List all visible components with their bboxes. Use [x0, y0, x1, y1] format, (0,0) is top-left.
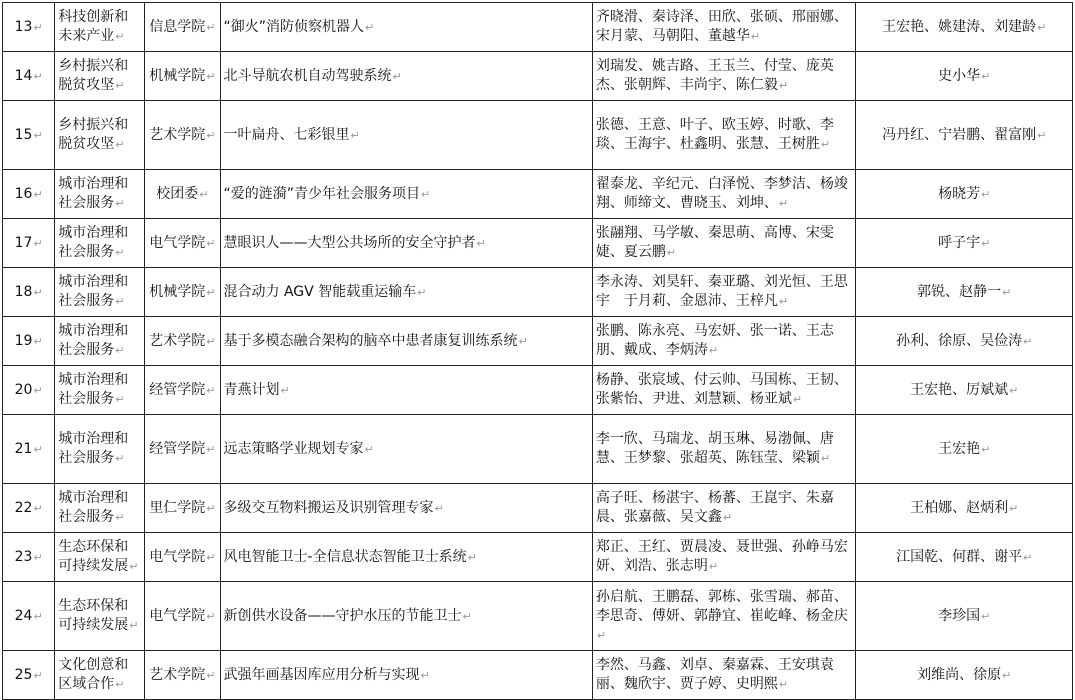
paragraph-mark-icon: ↵ — [115, 30, 125, 43]
team-members-cell — [592, 651, 856, 700]
college-cell — [145, 651, 220, 700]
college-text: 校团委 — [156, 185, 199, 202]
table-row — [3, 533, 1073, 582]
row-number-text: 17 — [14, 234, 33, 251]
project-table — [2, 2, 1073, 700]
college-text: 电气学院 — [149, 234, 206, 251]
college-cell — [145, 415, 220, 484]
paragraph-mark-icon: ↵ — [115, 246, 125, 259]
team-members-text: 郑正、王红、贾晨凌、聂世强、孙峥马宏妍、刘浩、张志明 — [595, 539, 848, 574]
table-row — [3, 366, 1073, 415]
category-cell — [55, 52, 145, 101]
category-cell — [55, 317, 145, 366]
team-members-cell — [592, 415, 856, 484]
paragraph-mark-icon: ↵ — [33, 442, 43, 456]
paragraph-mark-icon: ↵ — [33, 550, 43, 564]
row-number-text: 15 — [14, 126, 33, 143]
paragraph-mark-icon: ↵ — [596, 628, 607, 642]
table-body — [3, 3, 1073, 700]
project-name-text: “爱的涟漪”青少年社会服务项目 — [223, 185, 421, 202]
category-cell — [55, 484, 145, 533]
team-members-cell — [592, 533, 856, 582]
category-text: 城市治理和社会服务 — [58, 176, 129, 211]
team-members-cell — [592, 317, 856, 366]
team-members-cell — [592, 101, 856, 170]
row-number-text: 22 — [14, 499, 33, 516]
project-name-cell — [220, 170, 592, 219]
team-members-cell — [592, 3, 856, 52]
project-name-cell — [220, 582, 592, 651]
paragraph-mark-icon: ↵ — [33, 128, 43, 142]
team-members-text: 齐晓滑、秦诗泽、田欣、张硕、邢丽娜、宋月蒙、马朝阳、董越华 — [595, 9, 848, 44]
college-cell — [145, 101, 220, 170]
paragraph-mark-icon: ↵ — [708, 560, 719, 573]
project-name-text: 基于多模态融合架构的脑卒中患者康复训练系统 — [223, 332, 518, 349]
team-members-cell — [592, 52, 856, 101]
paragraph-mark-icon: ↵ — [206, 501, 216, 515]
advisor-cell — [856, 101, 1073, 170]
paragraph-mark-icon: ↵ — [981, 609, 991, 623]
advisor-cell — [856, 415, 1073, 484]
college-cell — [145, 366, 220, 415]
project-name-cell — [220, 317, 592, 366]
advisor-text: 杨晓芳 — [938, 185, 981, 202]
team-members-text: 李然、马鑫、刘卓、秦嘉霖、王安琪袁丽、魏欣宇、贾子婷、史明熙 — [595, 657, 834, 692]
paragraph-mark-icon: ↵ — [666, 246, 677, 259]
paragraph-mark-icon: ↵ — [206, 550, 216, 564]
paragraph-mark-icon: ↵ — [129, 560, 139, 573]
category-text: 乡村振兴和脱贫攻坚 — [58, 117, 129, 152]
paragraph-mark-icon: ↵ — [115, 79, 125, 92]
paragraph-mark-icon: ↵ — [518, 334, 528, 348]
table-row — [3, 651, 1073, 700]
project-name-text: 远志策略学业规划专家 — [223, 440, 364, 457]
table-row — [3, 52, 1073, 101]
team-members-text: 李一欣、马瑞龙、胡玉琳、易渤佩、唐慧、王梦黎、张超英、陈钰莹、梁颖 — [595, 431, 834, 466]
college-text: 艺术学院 — [149, 666, 206, 683]
college-text: 机械学院 — [149, 283, 206, 300]
college-text: 艺术学院 — [149, 126, 206, 143]
team-members-text: 高子旺、杨湛宇、杨蕃、王崑宇、朱嘉晨、张嘉薇、吴文鑫 — [595, 490, 834, 525]
paragraph-mark-icon: ↵ — [1002, 285, 1012, 299]
table-row — [3, 484, 1073, 533]
college-cell — [145, 170, 220, 219]
row-number-cell — [3, 3, 55, 52]
project-name-cell — [220, 651, 592, 700]
row-number-cell — [3, 170, 55, 219]
paragraph-mark-icon: ↵ — [33, 187, 43, 201]
paragraph-mark-icon: ↵ — [206, 285, 216, 299]
paragraph-mark-icon: ↵ — [1023, 334, 1033, 348]
paragraph-mark-icon: ↵ — [365, 20, 375, 34]
advisor-text: 呼子宇 — [938, 234, 981, 251]
college-text: 里仁学院 — [149, 499, 206, 516]
project-name-cell — [220, 533, 592, 582]
category-text: 城市治理和社会服务 — [58, 490, 129, 525]
paragraph-mark-icon: ↵ — [1037, 20, 1047, 34]
category-text: 城市治理和社会服务 — [58, 372, 129, 407]
paragraph-mark-icon: ↵ — [33, 668, 43, 682]
table-row — [3, 268, 1073, 317]
category-text: 生态环保和可持续发展 — [58, 539, 129, 574]
paragraph-mark-icon: ↵ — [115, 138, 125, 151]
paragraph-mark-icon: ↵ — [364, 442, 374, 456]
paragraph-mark-icon: ↵ — [778, 295, 789, 308]
row-number-cell — [3, 101, 55, 170]
team-members-cell — [592, 268, 856, 317]
paragraph-mark-icon: ↵ — [33, 609, 43, 623]
advisor-text: 冯丹红、宁岩鹏、翟富刚 — [882, 126, 1037, 143]
paragraph-mark-icon: ↵ — [392, 69, 402, 83]
team-members-text: 翟泰龙、辛纪元、白泽悦、李梦洁、杨竣翔、师缔文、曹晓玉、刘坤、 — [595, 176, 848, 211]
project-name-cell — [220, 52, 592, 101]
college-cell — [145, 52, 220, 101]
paragraph-mark-icon: ↵ — [1009, 501, 1019, 515]
paragraph-mark-icon: ↵ — [280, 383, 290, 397]
paragraph-mark-icon: ↵ — [129, 619, 139, 632]
advisor-cell — [856, 170, 1073, 219]
paragraph-mark-icon: ↵ — [1002, 668, 1012, 682]
project-name-text: 一叶扁舟、七彩银里 — [223, 126, 350, 143]
advisor-text: 刘维尚、徐原 — [917, 666, 1002, 683]
table-row — [3, 3, 1073, 52]
paragraph-mark-icon: ↵ — [462, 609, 472, 623]
row-number-cell — [3, 533, 55, 582]
paragraph-mark-icon: ↵ — [33, 334, 43, 348]
advisor-cell — [856, 219, 1073, 268]
project-name-text: 混合动力 AGV 智能载重运输车 — [223, 283, 417, 300]
category-cell — [55, 268, 145, 317]
team-members-text: 李永涛、刘昊轩、秦亚璐、刘光恒、王思宇 于月莉、金恩沛、王梓凡 — [595, 274, 848, 309]
paragraph-mark-icon: ↵ — [420, 668, 430, 682]
paragraph-mark-icon: ↵ — [421, 187, 431, 201]
row-number-cell — [3, 582, 55, 651]
row-number-cell — [3, 268, 55, 317]
project-name-text: 风电智能卫士-全信息状态智能卫士系统 — [223, 548, 467, 565]
college-cell — [145, 268, 220, 317]
advisor-cell — [856, 268, 1073, 317]
paragraph-mark-icon: ↵ — [778, 197, 789, 210]
category-cell — [55, 415, 145, 484]
row-number-cell — [3, 219, 55, 268]
category-cell — [55, 219, 145, 268]
team-members-text: 杨静、张宸域、付云帅、马国栋、王韧、张紫怡、尹进、刘慧颖、杨亚斌 — [595, 372, 848, 407]
paragraph-mark-icon: ↵ — [476, 236, 486, 250]
paragraph-mark-icon: ↵ — [115, 511, 125, 524]
row-number-text: 18 — [14, 283, 33, 300]
row-number-text: 25 — [14, 666, 33, 683]
advisor-text: 李珍国 — [938, 607, 981, 624]
advisor-text: 王柏娜、赵炳利 — [910, 499, 1009, 516]
paragraph-mark-icon: ↵ — [820, 138, 831, 151]
team-members-text: 张鹏、陈永亮、马宏妍、张一诺、王志朋、戴成、李炳涛 — [595, 323, 834, 358]
advisor-cell — [856, 366, 1073, 415]
project-name-cell — [220, 268, 592, 317]
paragraph-mark-icon: ↵ — [206, 383, 216, 397]
paragraph-mark-icon: ↵ — [1037, 128, 1047, 142]
paragraph-mark-icon: ↵ — [115, 678, 125, 691]
paragraph-mark-icon: ↵ — [981, 236, 991, 250]
row-number-text: 19 — [14, 332, 33, 349]
table-row — [3, 415, 1073, 484]
paragraph-mark-icon: ↵ — [115, 344, 125, 357]
college-cell — [145, 533, 220, 582]
advisor-cell — [856, 317, 1073, 366]
college-text: 艺术学院 — [149, 332, 206, 349]
team-members-cell — [592, 366, 856, 415]
college-text: 电气学院 — [149, 548, 206, 565]
paragraph-mark-icon: ↵ — [1009, 383, 1019, 397]
paragraph-mark-icon: ↵ — [778, 79, 789, 92]
project-name-text: 青燕计划 — [223, 381, 280, 398]
category-cell — [55, 101, 145, 170]
paragraph-mark-icon: ↵ — [206, 128, 216, 142]
category-text: 文化创意和区域合作 — [58, 657, 129, 692]
category-cell — [55, 651, 145, 700]
paragraph-mark-icon: ↵ — [350, 128, 360, 142]
advisor-cell — [856, 651, 1073, 700]
paragraph-mark-icon: ↵ — [115, 197, 125, 210]
college-cell — [145, 317, 220, 366]
category-text: 城市治理和社会服务 — [58, 274, 129, 309]
category-text: 城市治理和社会服务 — [58, 323, 129, 358]
college-text: 机械学院 — [149, 67, 206, 84]
paragraph-mark-icon: ↵ — [820, 452, 831, 465]
college-cell — [145, 219, 220, 268]
college-text: 电气学院 — [149, 607, 206, 624]
team-members-text: 刘瑞发、姚吉路、王玉兰、付莹、庞英杰、张朝辉、丰尚宇、陈仁毅 — [595, 58, 834, 93]
project-name-cell — [220, 219, 592, 268]
project-name-text: 慧眼识人——大型公共场所的安全守护者 — [223, 234, 476, 251]
advisor-text: 江国乾、何群、谢平 — [896, 548, 1023, 565]
paragraph-mark-icon: ↵ — [206, 609, 216, 623]
table-row — [3, 170, 1073, 219]
college-text: 信息学院 — [149, 18, 206, 35]
advisor-cell — [856, 533, 1073, 582]
project-name-cell — [220, 101, 592, 170]
category-cell — [55, 170, 145, 219]
table-row — [3, 101, 1073, 170]
project-name-text: 北斗导航农机自动驾驶系统 — [223, 67, 392, 84]
paragraph-mark-icon: ↵ — [33, 383, 43, 397]
team-members-text: 张德、王意、叶子、欧玉婷、时歌、李琰、王海宇、杜鑫明、张慧、王树胜 — [595, 117, 834, 152]
row-number-text: 21 — [14, 440, 33, 457]
category-text: 科技创新和未来产业 — [58, 9, 129, 44]
project-name-cell — [220, 484, 592, 533]
advisor-cell — [856, 3, 1073, 52]
paragraph-mark-icon: ↵ — [33, 69, 43, 83]
table-row — [3, 582, 1073, 651]
project-name-cell — [220, 415, 592, 484]
row-number-text: 24 — [14, 607, 33, 624]
project-name-cell — [220, 3, 592, 52]
paragraph-mark-icon: ↵ — [115, 295, 125, 308]
advisor-cell — [856, 484, 1073, 533]
paragraph-mark-icon: ↵ — [750, 30, 761, 43]
advisor-text: 王宏艳、姚建涛、刘建龄 — [882, 18, 1037, 35]
paragraph-mark-icon: ↵ — [206, 69, 216, 83]
college-cell — [145, 582, 220, 651]
paragraph-mark-icon: ↵ — [1023, 550, 1033, 564]
paragraph-mark-icon: ↵ — [981, 187, 991, 201]
table-row — [3, 317, 1073, 366]
paragraph-mark-icon: ↵ — [115, 393, 125, 406]
paragraph-mark-icon: ↵ — [467, 550, 477, 564]
paragraph-mark-icon: ↵ — [434, 501, 444, 515]
row-number-text: 13 — [14, 18, 33, 35]
table-row — [3, 219, 1073, 268]
row-number-text: 16 — [14, 185, 33, 202]
college-cell — [145, 484, 220, 533]
advisor-text: 史小华 — [938, 67, 981, 84]
team-members-cell — [592, 582, 856, 651]
advisor-text: 郭锐、赵静一 — [917, 283, 1002, 300]
paragraph-mark-icon: ↵ — [33, 20, 43, 34]
paragraph-mark-icon: ↵ — [792, 393, 803, 406]
advisor-text: 孙利、徐原、吴俭涛 — [896, 332, 1023, 349]
category-cell — [55, 3, 145, 52]
category-text: 生态环保和可持续发展 — [58, 598, 129, 633]
advisor-cell — [856, 52, 1073, 101]
paragraph-mark-icon: ↵ — [778, 678, 789, 691]
category-cell — [55, 582, 145, 651]
row-number-cell — [3, 651, 55, 700]
category-cell — [55, 366, 145, 415]
row-number-cell — [3, 52, 55, 101]
paragraph-mark-icon: ↵ — [722, 511, 733, 524]
project-name-text: 多级交互物料搬运及识别管理专家 — [223, 499, 434, 516]
paragraph-mark-icon: ↵ — [708, 344, 719, 357]
project-name-text: 新创供水设备——守护水压的节能卫士 — [223, 607, 462, 624]
paragraph-mark-icon: ↵ — [199, 187, 209, 201]
category-cell — [55, 533, 145, 582]
paragraph-mark-icon: ↵ — [115, 452, 125, 465]
paragraph-mark-icon: ↵ — [981, 69, 991, 83]
paragraph-mark-icon: ↵ — [417, 285, 427, 299]
paragraph-mark-icon: ↵ — [206, 442, 216, 456]
paragraph-mark-icon: ↵ — [33, 236, 43, 250]
paragraph-mark-icon: ↵ — [206, 334, 216, 348]
advisor-cell — [856, 582, 1073, 651]
college-cell — [145, 3, 220, 52]
paragraph-mark-icon: ↵ — [206, 20, 216, 34]
project-name-text: 武强年画基因库应用分析与实现 — [223, 666, 420, 683]
paragraph-mark-icon: ↵ — [206, 236, 216, 250]
category-text: 城市治理和社会服务 — [58, 225, 129, 260]
paragraph-mark-icon: ↵ — [206, 668, 216, 682]
category-text: 城市治理和社会服务 — [58, 431, 129, 466]
category-text: 乡村振兴和脱贫攻坚 — [58, 58, 129, 93]
team-members-cell — [592, 170, 856, 219]
college-text: 经管学院 — [149, 381, 206, 398]
advisor-text: 王宏艳 — [938, 440, 981, 457]
team-members-text: 张翮翔、马学敏、秦思萌、高博、宋雯婕、夏云鹏 — [595, 225, 834, 260]
row-number-cell — [3, 317, 55, 366]
paragraph-mark-icon: ↵ — [33, 285, 43, 299]
row-number-text: 14 — [14, 67, 33, 84]
project-name-text: “御火”消防侦察机器人 — [223, 18, 365, 35]
row-number-text: 23 — [14, 548, 33, 565]
project-name-cell — [220, 366, 592, 415]
team-members-cell — [592, 484, 856, 533]
paragraph-mark-icon: ↵ — [981, 442, 991, 456]
college-text: 经管学院 — [149, 440, 206, 457]
advisor-text: 王宏艳、厉斌斌 — [910, 381, 1009, 398]
row-number-cell — [3, 484, 55, 533]
row-number-text: 20 — [14, 381, 33, 398]
team-members-cell — [592, 219, 856, 268]
paragraph-mark-icon: ↵ — [33, 501, 43, 515]
team-members-text: 孙启航、王鹏磊、郭栋、张雪瑞、郝苗、李思奇、傅妍、郭静宜、崔屹峰、杨金庆 — [595, 588, 848, 624]
row-number-cell — [3, 415, 55, 484]
row-number-cell — [3, 366, 55, 415]
